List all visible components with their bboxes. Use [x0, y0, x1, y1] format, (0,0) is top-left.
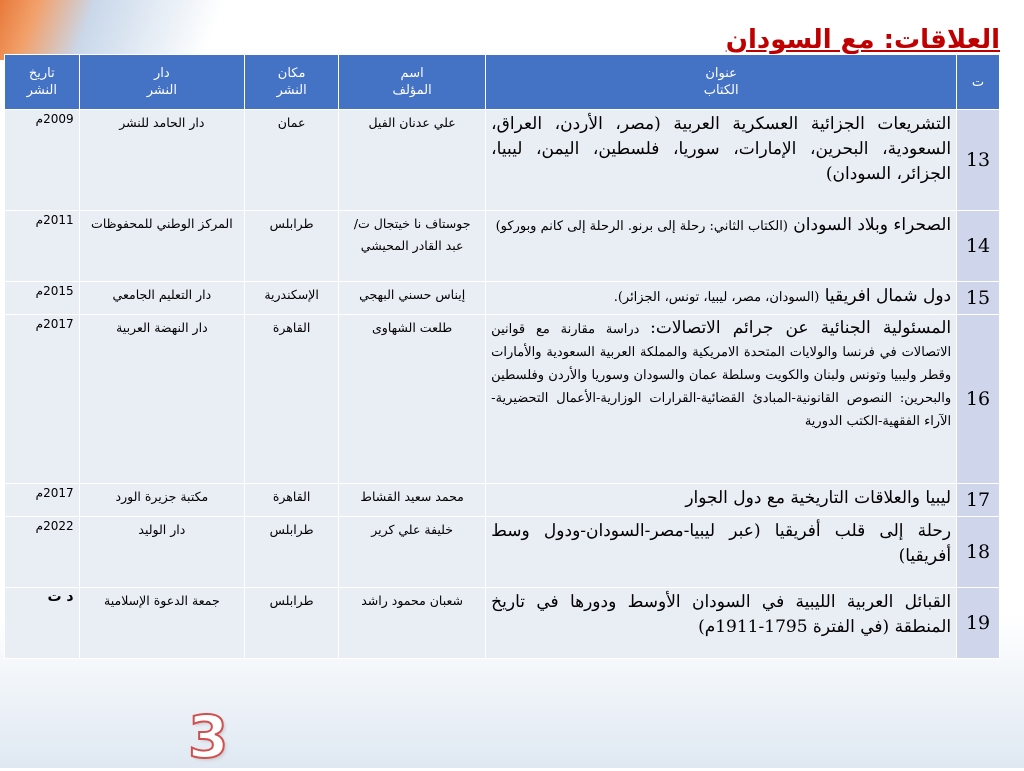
- publish-place: طرابلس: [245, 517, 339, 588]
- author-name: علي عدنان الفيل: [339, 110, 486, 211]
- publish-place: الإسكندرية: [245, 282, 339, 315]
- table-row: [5, 484, 1000, 517]
- publisher-name: دار الوليد: [79, 517, 244, 588]
- publish-date: 2022م: [5, 517, 80, 588]
- table-header-row: [5, 55, 1000, 110]
- table-row: [5, 517, 1000, 588]
- publish-date: 2015م: [5, 282, 80, 315]
- publish-date: 2017م: [5, 484, 80, 517]
- row-number: 16: [957, 315, 1000, 484]
- corner-decoration: [0, 0, 300, 60]
- book-title: التشريعات الجزائية العسكرية العربية (مصر، الأردن، العراق، السعودية، البحرين، الإمارات، سوريا، فلسطين، اليمن، ليبيا، الجزائر، السودان): [486, 110, 957, 211]
- publish-date: 2017م: [5, 315, 80, 484]
- table-row: [5, 110, 1000, 211]
- author-name: طلعت الشهاوى: [339, 315, 486, 484]
- header-date: تاريخ النشر: [5, 55, 80, 110]
- publisher-name: المركز الوطني للمحفوظات: [79, 211, 244, 282]
- publish-date: د ت: [5, 588, 80, 659]
- publisher-name: دار التعليم الجامعي: [79, 282, 244, 315]
- row-number: 14: [957, 211, 1000, 282]
- book-title: رحلة إلى قلب أفريقيا (عبر ليبيا-مصر-السودان-ودول وسط أفريقيا): [486, 517, 957, 588]
- table-row: [5, 211, 1000, 282]
- header-num: ت: [957, 55, 1000, 110]
- row-number: 15: [957, 282, 1000, 315]
- header-author: اسم المؤلف: [339, 55, 486, 110]
- publish-date: 2009م: [5, 110, 80, 211]
- header-book-title: عنوان الكتاب: [486, 55, 957, 110]
- author-name: إيناس حسني البهجي: [339, 282, 486, 315]
- books-table: [4, 54, 1000, 659]
- author-name: خليفة علي كرير: [339, 517, 486, 588]
- page-number: 3: [188, 703, 229, 771]
- publish-date: 2011م: [5, 211, 80, 282]
- row-number: 18: [957, 517, 1000, 588]
- publisher-name: جمعة الدعوة الإسلامية: [79, 588, 244, 659]
- book-title: ليبيا والعلاقات التاريخية مع دول الجوار: [486, 484, 957, 517]
- author-name: محمد سعيد القشاط: [339, 484, 486, 517]
- book-title: المسئولية الجنائية عن جرائم الاتصالات: دراسة مقارنة مع قوانين الاتصالات في فرنسا والولايات المتحدة الامريكية والمملكة العربية السعودية والأمارات وقطر وليبيا وتونس ولبنان والكويت وسلطة عمان والسودان وسوريا والأردن وفلسطين والبحرين: النصوص القانونية-المبادئ القضائية-القرارات الوزارية-الأعمال التحضيرية-الآراء الفقهية-الكتب الدورية: [486, 315, 957, 484]
- row-number: 19: [957, 588, 1000, 659]
- book-title: القبائل العربية الليبية في السودان الأوسط ودورها في تاريخ المنطقة (في الفترة 1795-1911م): [486, 588, 957, 659]
- row-number: 13: [957, 110, 1000, 211]
- publisher-name: دار النهضة العربية: [79, 315, 244, 484]
- header-publisher: دار النشر: [79, 55, 244, 110]
- publish-place: القاهرة: [245, 315, 339, 484]
- table-row: [5, 315, 1000, 484]
- table-row: [5, 282, 1000, 315]
- book-title: الصحراء وبلاد السودان (الكتاب الثاني: رحلة إلى برنو. الرحلة إلى كانم وبوركو): [486, 211, 957, 282]
- author-name: شعبان محمود راشد: [339, 588, 486, 659]
- publish-place: عمان: [245, 110, 339, 211]
- publisher-name: مكتبة جزيرة الورد: [79, 484, 244, 517]
- publish-place: طرابلس: [245, 211, 339, 282]
- row-number: 17: [957, 484, 1000, 517]
- author-name: جوستاف نا خيتجال ت/ عبد القادر المحيشي: [339, 211, 486, 282]
- header-place: مكان النشر: [245, 55, 339, 110]
- table-row: [5, 588, 1000, 659]
- book-title: دول شمال افريقيا (السودان، مصر، ليبيا، تونس، الجزائر).: [486, 282, 957, 315]
- publisher-name: دار الحامد للنشر: [79, 110, 244, 211]
- page-title: العلاقات: مع السودان: [725, 25, 1000, 55]
- publish-place: القاهرة: [245, 484, 339, 517]
- publish-place: طرابلس: [245, 588, 339, 659]
